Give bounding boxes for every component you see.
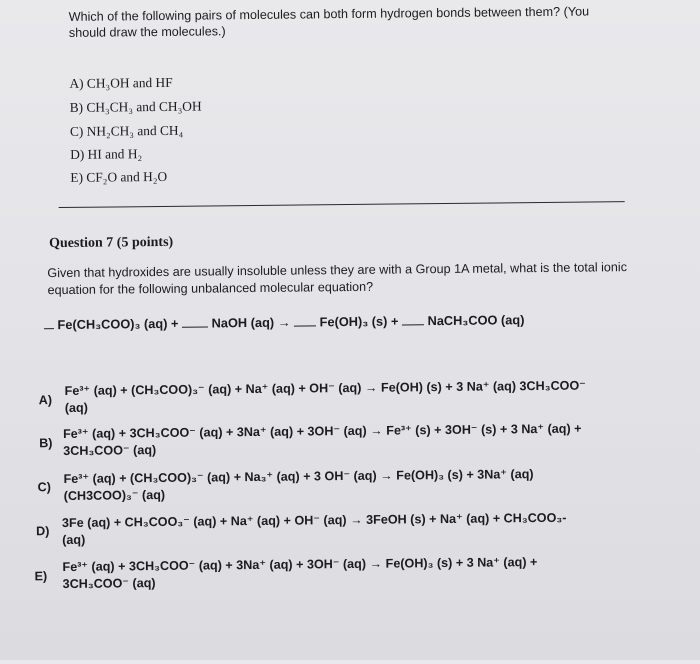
molecular-equation	[44, 312, 525, 332]
answer-c-letter[interactable]: C)	[37, 480, 51, 495]
equation-reactant-1: Fe(CH₃COO)₃ (aq) +	[57, 315, 179, 333]
coefficient-blank-3[interactable]	[294, 325, 316, 326]
question6-option-b: B) CH₃CH₃ and CH₃OH	[69, 98, 202, 115]
coefficient-blank-1[interactable]	[44, 328, 54, 329]
answer-c-line2[interactable]: (CH3COO)₃⁻ (aq)	[63, 487, 166, 504]
answer-b-letter[interactable]: B)	[39, 436, 53, 451]
answer-b-line2[interactable]: 3CH₃COO⁻ (aq)	[63, 443, 157, 459]
coefficient-blank-4[interactable]	[402, 324, 424, 325]
answer-a-line2[interactable]: (aq)	[64, 400, 88, 415]
question7-prompt: Given that hydroxides are usually insoluble unless they are with a Group 1A metal, what is the total ionic equation for the following unbalanced molecular equation?	[47, 260, 628, 298]
coefficient-blank-2[interactable]	[182, 326, 208, 327]
question6-option-d: D) HI and H₂	[70, 146, 143, 162]
answer-e-line2[interactable]: 3CH₃COO⁻ (aq)	[62, 576, 156, 592]
equation-reactant-2: NaOH (aq) →	[211, 314, 291, 331]
answer-c-line1[interactable]: Fe³⁺ (aq) + (CH₃COO)₃⁻ (aq) + Na₃⁺ (aq) + 3 OH⁻ (aq) → Fe(OH)₃ (s) + 3Na⁺ (aq)	[63, 467, 534, 487]
answer-a-letter[interactable]: A)	[38, 393, 53, 408]
question6-option-a: A) CH₃OH and HF	[69, 74, 173, 91]
question6-option-e: E) CF₂O and H₂O	[70, 168, 168, 185]
answer-d-line1[interactable]: 3Fe (aq) + CH₃COO₃⁻ (aq) + Na⁺ (aq) + OH⁻ (aq) → 3FeOH (s) + Na⁺ (aq) + CH₃COO₃-	[61, 510, 567, 531]
question6-prompt: Which of the following pairs of molecules can both form hydrogen bonds between them? (You should draw the molecules.)	[68, 4, 590, 40]
answer-a-line1[interactable]: Fe³⁺ (aq) + (CH₃COO)₃⁻ (aq) + Na⁺ (aq) + OH⁻ (aq) → Fe(OH) (s) + 3 Na⁺ (aq) 3CH₃COO⁻	[64, 378, 586, 398]
answer-d-letter[interactable]: D)	[36, 524, 50, 539]
equation-product-1: Fe(OH)₃ (s) +	[319, 313, 399, 330]
answer-d-line2[interactable]: (aq)	[62, 532, 86, 548]
answer-b-line1[interactable]: Fe³⁺ (aq) + 3CH₃COO⁻ (aq) + 3Na⁺ (aq) + 3OH⁻ (aq) → Fe³⁺ (s) + 3OH⁻ (s) + 3 Na⁺ (aq) +	[63, 421, 582, 442]
equation-product-2: NaCH₃COO (aq)	[427, 312, 525, 329]
answer-e-line1[interactable]: Fe³⁺ (aq) + 3CH₃COO⁻ (aq) + 3Na⁺ (aq) + 3OH⁻ (aq) → Fe(OH)₃ (s) + 3 Na⁺ (aq) +	[62, 555, 538, 575]
section-divider	[59, 201, 625, 208]
question6-option-c: C) NH₂CH₃ and CH₄	[69, 122, 184, 139]
question7-title: Question 7 (5 points)	[49, 234, 174, 252]
answer-e-letter[interactable]: E)	[34, 569, 48, 584]
